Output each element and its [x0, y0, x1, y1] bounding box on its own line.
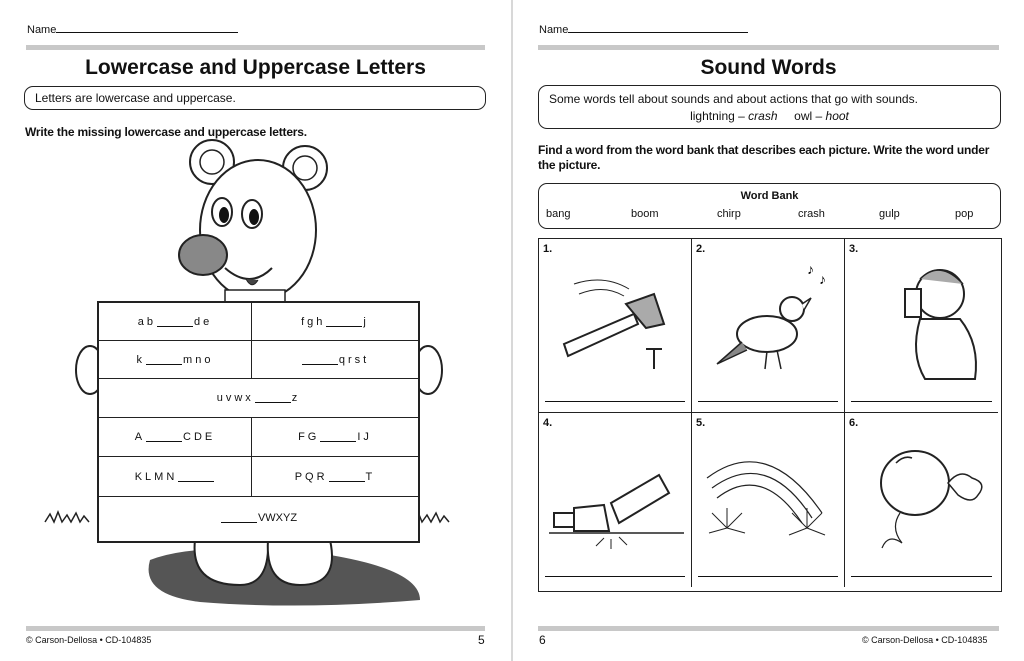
picture-cell-4: 4.: [539, 413, 692, 587]
board-row-4: A CDE FG IJ: [99, 418, 418, 457]
word-bank-word: chirp: [717, 208, 741, 220]
footer-rule: [538, 626, 999, 631]
page-number: 5: [478, 633, 485, 647]
answer-blank[interactable]: [320, 432, 356, 442]
bear-leg-right: [268, 540, 332, 585]
rule-box: [24, 86, 486, 110]
name-field[interactable]: Name: [27, 22, 238, 36]
examples-line: lightning – crash owl – hoot: [690, 109, 849, 123]
grass-left: [45, 512, 89, 522]
instruction-text: Find a word from the word bank that describes each picture. Write the word under the picture.: [538, 143, 990, 172]
word-bank-word: boom: [631, 208, 659, 220]
info-box: [538, 85, 1001, 129]
breaking-bottle-picture: [549, 453, 684, 553]
header-rule: [26, 45, 485, 50]
fireworks-picture: [697, 433, 837, 553]
picture-grid: [538, 238, 1002, 592]
footer-copyright: © Carson-Dellosa • CD-104835: [862, 635, 988, 645]
footer-copyright: © Carson-Dellosa • CD-104835: [26, 635, 152, 645]
answer-line[interactable]: [545, 576, 685, 577]
answer-blank[interactable]: [146, 432, 182, 442]
boy-drinking-picture: [865, 254, 985, 384]
answer-blank[interactable]: [302, 355, 338, 365]
word-bank-title: Word Bank: [740, 190, 799, 202]
bear-nose: [179, 235, 227, 275]
letter-board: [97, 301, 420, 543]
header-rule: [538, 45, 999, 50]
answer-line[interactable]: [851, 576, 992, 577]
board-row-2: k mno qrst: [99, 341, 418, 379]
answer-line[interactable]: [545, 401, 685, 402]
picture-cell-3: 3.: [845, 239, 998, 413]
footer-rule: [26, 626, 485, 631]
answer-line[interactable]: [698, 576, 838, 577]
name-field[interactable]: Name: [539, 22, 748, 36]
word-bank-word: bang: [546, 208, 571, 220]
picture-cell-5: 5.: [692, 413, 845, 587]
answer-blank[interactable]: [178, 472, 214, 482]
answer-blank[interactable]: [146, 355, 182, 365]
page-title: Sound Words: [700, 56, 837, 79]
answer-blank[interactable]: [157, 317, 193, 327]
answer-line[interactable]: [698, 401, 838, 402]
balloon-picture: [860, 433, 990, 553]
word-bank-word: pop: [955, 208, 974, 220]
answer-blank[interactable]: [221, 513, 257, 523]
word-bank-word: crash: [798, 208, 825, 220]
picture-cell-2: 2. ♪ ♪: [692, 239, 845, 413]
info-text: Some words tell about sounds and about actions that go with sounds.: [549, 92, 918, 106]
word-bank-word: gulp: [879, 208, 900, 220]
page-title: Lowercase and Uppercase Letters: [85, 56, 426, 79]
svg-text:♪: ♪: [819, 271, 826, 287]
board-row-5: KLMN PQR T: [99, 457, 418, 497]
instruction-text: Write the missing lowercase and uppercase letters.: [25, 125, 307, 139]
hammer-nail-picture: [554, 264, 679, 384]
picture-cell-1: 1.: [539, 239, 692, 413]
board-row-3: uvwx z: [99, 379, 418, 418]
svg-text:♪: ♪: [807, 261, 814, 277]
rule-text: Letters are lowercase and uppercase.: [35, 91, 236, 105]
answer-line[interactable]: [851, 401, 992, 402]
picture-cell-6: 6.: [845, 413, 998, 587]
board-row-1: ab de fgh j: [99, 303, 418, 341]
word-bank-box: [538, 183, 1001, 229]
board-row-6: VWXYZ: [99, 497, 418, 539]
bear-head: [200, 160, 316, 300]
answer-blank[interactable]: [329, 472, 365, 482]
bird-picture: [707, 254, 832, 384]
page-number: 6: [539, 633, 546, 647]
answer-blank[interactable]: [255, 393, 291, 403]
answer-blank[interactable]: [326, 317, 362, 327]
left-page: [0, 0, 511, 661]
